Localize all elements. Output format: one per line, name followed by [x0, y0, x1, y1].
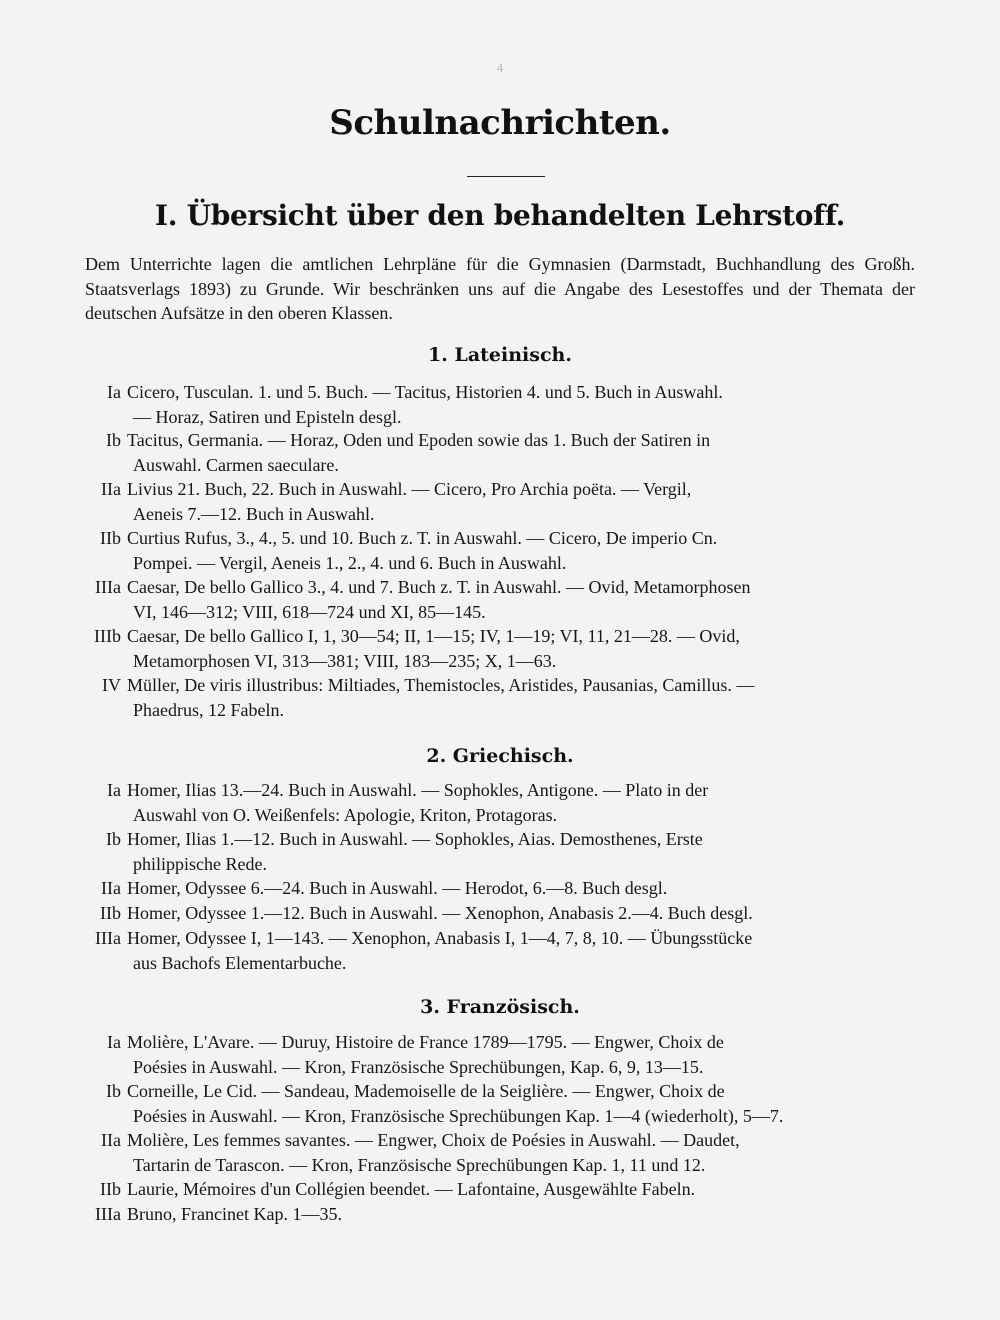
- entry-class: IIIa: [95, 1204, 121, 1224]
- entry-french-iiia: [82, 1202, 916, 1227]
- subject-heading-greek: 2. Griechisch.: [426, 745, 574, 767]
- entry-latin-ib: [82, 428, 916, 477]
- entry-class: IIa: [101, 878, 121, 898]
- entry-text-continued: Metamorphosen VI, 313—381; VIII, 183—235; X, 1—63.: [133, 650, 557, 671]
- entry-text: Laurie, Mémoires d'un Collégien beendet. — Lafontaine, Ausgewählte Fabeln.: [127, 1179, 696, 1199]
- entry-text: Homer, Odyssee 1.—12. Buch in Auswahl. — Xenophon, Anabasis 2.—4. Buch desgl.: [127, 903, 753, 923]
- entry-latin-iib: [82, 526, 916, 575]
- entry-text-continued: philippische Rede.: [133, 853, 267, 874]
- entry-class: Ia: [107, 1032, 121, 1052]
- entry-text-continued: Aeneis 7.—12. Buch in Auswahl.: [133, 503, 375, 524]
- entry-text-continued: — Horaz, Satiren und Episteln desgl.: [133, 406, 402, 427]
- entry-text-continued: Tartarin de Tarascon. — Kron, Französische Sprechübungen Kap. 1, 11 und 12.: [133, 1154, 706, 1175]
- entry-latin-iia: [82, 477, 916, 526]
- entry-text: Homer, Odyssee 6.—24. Buch in Auswahl. — Herodot, 6.—8. Buch desgl.: [127, 878, 668, 898]
- entry-class: Ib: [106, 829, 121, 849]
- entry-greek-ib: [82, 827, 916, 876]
- entry-text-continued: Pompei. — Vergil, Aeneis 1., 2., 4. und 6. Buch in Auswahl.: [133, 552, 567, 573]
- entry-text-continued: VI, 146—312; VIII, 618—724 und XI, 85—145.: [133, 601, 486, 622]
- entry-text-continued: Phaedrus, 12 Fabeln.: [133, 699, 284, 720]
- page-number: 4: [496, 60, 504, 75]
- intro-paragraph: Dem Unterrichte lagen die amtlichen Lehrpläne für die Gymnasien (Darmstadt, Buchhandlung des Großh. Staatsverlags 1893) zu Grunde. Wir beschränken uns auf die Angabe des Lesestoffes und der Themata der deutschen Aufsätze in den oberen Klassen.: [85, 254, 915, 323]
- entry-class: IIIa: [95, 928, 121, 948]
- page-title: Schulnachrichten.: [329, 103, 671, 143]
- entry-french-iia: [82, 1128, 916, 1177]
- entry-text-continued: Poésies in Auswahl. — Kron, Französische Sprechübungen, Kap. 6, 9, 13—15.: [133, 1056, 704, 1077]
- entry-text: Homer, Odyssee I, 1—143. — Xenophon, Anabasis I, 1—4, 7, 8, 10. — Übungsstücke: [127, 928, 753, 948]
- entry-class: IIb: [100, 528, 121, 548]
- entry-text: Bruno, Francinet Kap. 1—35.: [127, 1204, 342, 1224]
- entry-text: Homer, Ilias 13.—24. Buch in Auswahl. — Sophokles, Antigone. — Plato in der: [127, 780, 709, 800]
- entry-greek-iib: [82, 901, 916, 926]
- entry-greek-ia: [82, 778, 916, 827]
- entry-class: Ib: [106, 430, 121, 450]
- entry-text-continued: aus Bachofs Elementarbuche.: [133, 952, 347, 973]
- entry-class: Ia: [107, 382, 121, 402]
- entry-text: Molière, Les femmes savantes. — Engwer, Choix de Poésies in Auswahl. — Daudet,: [127, 1130, 740, 1150]
- entry-class: IIb: [100, 1179, 121, 1199]
- entry-text: Molière, L'Avare. — Duruy, Histoire de France 1789—1795. — Engwer, Choix de: [127, 1032, 724, 1052]
- entry-class: IV: [102, 675, 121, 695]
- entry-greek-iiia: [82, 926, 916, 975]
- subject-heading-latin: 1. Lateinisch.: [428, 344, 572, 366]
- entry-french-ia: [82, 1030, 916, 1079]
- entry-text: Müller, De viris illustribus: Miltiades, Themistocles, Aristides, Pausanias, Camillus. —: [127, 675, 755, 695]
- entry-french-iib: [82, 1177, 916, 1202]
- entry-class: IIb: [100, 903, 121, 923]
- title-underline: [467, 176, 545, 177]
- entry-class: IIIb: [94, 626, 121, 646]
- subject-heading-french: 3. Französisch.: [420, 996, 580, 1018]
- entry-latin-ia: [82, 380, 916, 429]
- entry-latin-iv: [82, 673, 916, 722]
- entry-text-continued: Auswahl. Carmen saeculare.: [133, 454, 339, 475]
- entry-text: Corneille, Le Cid. — Sandeau, Mademoiselle de la Seiglière. — Engwer, Choix de: [127, 1081, 725, 1101]
- entry-text-continued: Poésies in Auswahl. — Kron, Französische Sprechübungen Kap. 1—4 (wiederholt), 5—7.: [133, 1105, 784, 1126]
- entry-french-ib: [82, 1079, 916, 1128]
- entry-class: IIIa: [95, 577, 121, 597]
- entry-text: Homer, Ilias 1.—12. Buch in Auswahl. — Sophokles, Aias. Demosthenes, Erste: [127, 829, 703, 849]
- entry-text: Livius 21. Buch, 22. Buch in Auswahl. — Cicero, Pro Archia poëta. — Vergil,: [127, 479, 692, 499]
- entry-latin-iiia: [82, 575, 916, 624]
- entry-class: IIa: [101, 479, 121, 499]
- entry-text: Caesar, De bello Gallico 3., 4. und 7. Buch z. T. in Auswahl. — Ovid, Metamorphosen: [127, 577, 751, 597]
- entry-text: Tacitus, Germania. — Horaz, Oden und Epoden sowie das 1. Buch der Satiren in: [127, 430, 711, 450]
- entry-class: Ib: [106, 1081, 121, 1101]
- entry-greek-iia: [82, 876, 916, 901]
- entry-text: Curtius Rufus, 3., 4., 5. und 10. Buch z. T. in Auswahl. — Cicero, De imperio Cn.: [127, 528, 718, 548]
- entry-text: Cicero, Tusculan. 1. und 5. Buch. — Tacitus, Historien 4. und 5. Buch in Auswahl.: [127, 382, 723, 402]
- entry-class: IIa: [101, 1130, 121, 1150]
- entry-text: Caesar, De bello Gallico I, 1, 30—54; II, 1—15; IV, 1—19; VI, 11, 21—28. — Ovid,: [127, 626, 740, 646]
- entry-text-continued: Auswahl von O. Weißenfels: Apologie, Kriton, Protagoras.: [133, 804, 558, 825]
- entry-latin-iiib: [82, 624, 916, 673]
- entry-class: Ia: [107, 780, 121, 800]
- section-heading: I. Übersicht über den behandelten Lehrstoff.: [154, 199, 846, 232]
